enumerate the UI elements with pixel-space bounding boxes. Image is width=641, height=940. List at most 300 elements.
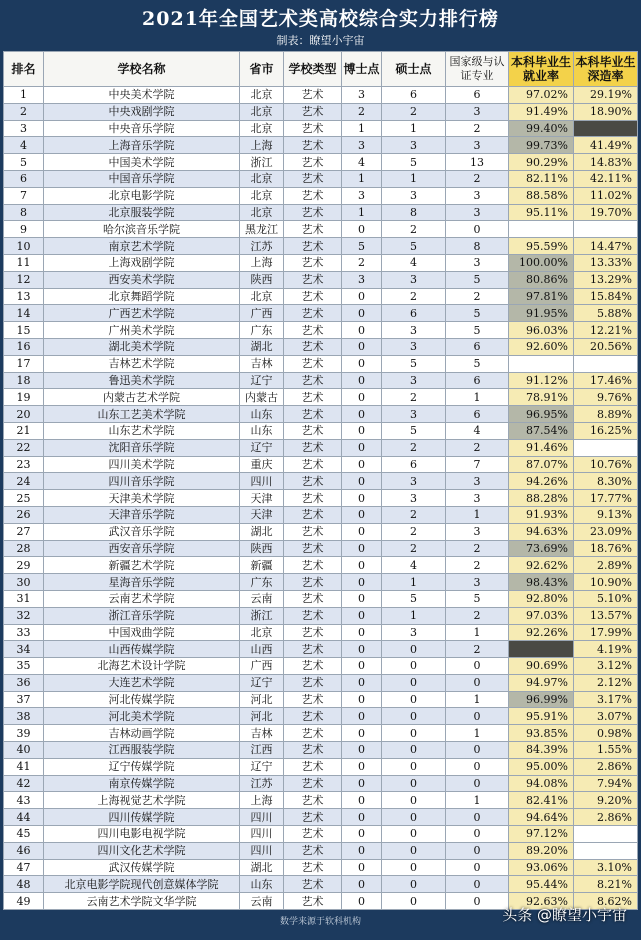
cell-phd: 0 xyxy=(342,221,382,238)
cell-master: 3 xyxy=(382,322,446,339)
table-row xyxy=(4,876,638,893)
cell-type: 艺术 xyxy=(284,523,342,540)
cell-master: 2 xyxy=(382,103,446,120)
cell-type: 艺术 xyxy=(284,792,342,809)
cell-master: 3 xyxy=(382,338,446,355)
source-note: 数学来源于软科机构 xyxy=(279,917,361,927)
cell-employment: 99.40% xyxy=(509,120,574,137)
cell-national: 0 xyxy=(446,842,509,859)
header-master: 硕士点 xyxy=(382,52,446,87)
cell-rank: 46 xyxy=(4,842,44,859)
cell-master: 3 xyxy=(382,137,446,154)
cell-employment xyxy=(509,355,574,372)
cell-further-study: 5.88% xyxy=(574,305,638,322)
cell-further-study xyxy=(574,120,638,137)
cell-rank: 42 xyxy=(4,775,44,792)
cell-national: 0 xyxy=(446,893,509,910)
cell-national: 0 xyxy=(446,876,509,893)
cell-national: 0 xyxy=(446,859,509,876)
cell-rank: 3 xyxy=(4,120,44,137)
cell-master: 2 xyxy=(382,389,446,406)
cell-province: 云南 xyxy=(240,893,284,910)
cell-province: 北京 xyxy=(240,624,284,641)
cell-further-study: 0.98% xyxy=(574,725,638,742)
cell-employment: 91.93% xyxy=(509,506,574,523)
cell-rank: 10 xyxy=(4,238,44,255)
cell-further-study xyxy=(574,826,638,843)
cell-master: 0 xyxy=(382,641,446,658)
cell-national: 2 xyxy=(446,557,509,574)
cell-school: 沈阳音乐学院 xyxy=(44,439,240,456)
cell-phd: 0 xyxy=(342,725,382,742)
cell-national: 0 xyxy=(446,221,509,238)
cell-rank: 11 xyxy=(4,254,44,271)
cell-school: 河北美术学院 xyxy=(44,708,240,725)
cell-further-study: 8.62% xyxy=(574,893,638,910)
cell-rank: 1 xyxy=(4,87,44,104)
cell-master: 5 xyxy=(382,590,446,607)
cell-further-study: 3.17% xyxy=(574,691,638,708)
cell-master: 1 xyxy=(382,170,446,187)
table-row xyxy=(4,406,638,423)
table-row xyxy=(4,238,638,255)
cell-rank: 18 xyxy=(4,372,44,389)
cell-employment: 92.63% xyxy=(509,893,574,910)
cell-national: 0 xyxy=(446,809,509,826)
cell-master: 0 xyxy=(382,893,446,910)
cell-further-study: 13.29% xyxy=(574,271,638,288)
cell-type: 艺术 xyxy=(284,355,342,372)
cell-school: 南京传媒学院 xyxy=(44,775,240,792)
cell-phd: 0 xyxy=(342,775,382,792)
cell-employment: 95.91% xyxy=(509,708,574,725)
cell-employment: 89.20% xyxy=(509,842,574,859)
cell-national: 0 xyxy=(446,758,509,775)
cell-phd: 0 xyxy=(342,372,382,389)
cell-province: 上海 xyxy=(240,254,284,271)
cell-further-study: 9.76% xyxy=(574,389,638,406)
table-row xyxy=(4,792,638,809)
cell-national: 2 xyxy=(446,641,509,658)
cell-school: 上海视觉艺术学院 xyxy=(44,792,240,809)
cell-school: 浙江音乐学院 xyxy=(44,607,240,624)
cell-phd: 3 xyxy=(342,87,382,104)
table-row xyxy=(4,809,638,826)
table-row xyxy=(4,674,638,691)
cell-further-study: 2.89% xyxy=(574,557,638,574)
cell-master: 1 xyxy=(382,574,446,591)
cell-master: 6 xyxy=(382,87,446,104)
cell-province: 辽宁 xyxy=(240,674,284,691)
cell-type: 艺术 xyxy=(284,103,342,120)
cell-province: 河北 xyxy=(240,691,284,708)
cell-national: 6 xyxy=(446,372,509,389)
cell-rank: 2 xyxy=(4,103,44,120)
cell-master: 5 xyxy=(382,238,446,255)
cell-rank: 38 xyxy=(4,708,44,725)
cell-school: 中国音乐学院 xyxy=(44,170,240,187)
cell-phd: 2 xyxy=(342,254,382,271)
cell-province: 北京 xyxy=(240,288,284,305)
cell-employment: 95.44% xyxy=(509,876,574,893)
cell-rank: 12 xyxy=(4,271,44,288)
cell-province: 山西 xyxy=(240,641,284,658)
cell-employment: 94.26% xyxy=(509,473,574,490)
cell-province: 吉林 xyxy=(240,355,284,372)
cell-province: 四川 xyxy=(240,842,284,859)
cell-further-study: 7.94% xyxy=(574,775,638,792)
cell-employment: 98.43% xyxy=(509,574,574,591)
cell-further-study xyxy=(574,842,638,859)
cell-type: 艺术 xyxy=(284,540,342,557)
cell-further-study: 13.33% xyxy=(574,254,638,271)
cell-national: 2 xyxy=(446,607,509,624)
cell-rank: 25 xyxy=(4,490,44,507)
cell-phd: 1 xyxy=(342,170,382,187)
cell-employment: 99.73% xyxy=(509,137,574,154)
cell-national: 1 xyxy=(446,389,509,406)
cell-province: 广西 xyxy=(240,658,284,675)
cell-type: 艺术 xyxy=(284,641,342,658)
cell-employment: 88.58% xyxy=(509,187,574,204)
cell-further-study: 17.46% xyxy=(574,372,638,389)
cell-phd: 0 xyxy=(342,557,382,574)
cell-rank: 28 xyxy=(4,540,44,557)
table-row xyxy=(4,187,638,204)
header-type: 学校类型 xyxy=(284,52,342,87)
cell-phd: 1 xyxy=(342,204,382,221)
cell-school: 四川电影电视学院 xyxy=(44,826,240,843)
cell-province: 四川 xyxy=(240,473,284,490)
table-row xyxy=(4,170,638,187)
cell-school: 四川传媒学院 xyxy=(44,809,240,826)
table-row xyxy=(4,607,638,624)
cell-national: 13 xyxy=(446,154,509,171)
table-row xyxy=(4,87,638,104)
cell-rank: 29 xyxy=(4,557,44,574)
cell-school: 吉林艺术学院 xyxy=(44,355,240,372)
cell-national: 3 xyxy=(446,574,509,591)
cell-type: 艺术 xyxy=(284,154,342,171)
cell-rank: 21 xyxy=(4,422,44,439)
cell-type: 艺术 xyxy=(284,758,342,775)
cell-employment: 88.28% xyxy=(509,490,574,507)
cell-master: 0 xyxy=(382,658,446,675)
cell-type: 艺术 xyxy=(284,658,342,675)
cell-school: 四川美术学院 xyxy=(44,456,240,473)
table-row xyxy=(4,338,638,355)
cell-further-study: 9.20% xyxy=(574,792,638,809)
cell-national: 5 xyxy=(446,322,509,339)
cell-type: 艺术 xyxy=(284,271,342,288)
table-row xyxy=(4,439,638,456)
cell-further-study: 2.12% xyxy=(574,674,638,691)
cell-employment: 92.60% xyxy=(509,338,574,355)
cell-school: 中央音乐学院 xyxy=(44,120,240,137)
cell-school: 江西服装学院 xyxy=(44,742,240,759)
table-row xyxy=(4,137,638,154)
cell-school: 鲁迅美术学院 xyxy=(44,372,240,389)
cell-province: 上海 xyxy=(240,137,284,154)
cell-province: 山东 xyxy=(240,876,284,893)
cell-employment: 95.11% xyxy=(509,204,574,221)
cell-further-study: 18.90% xyxy=(574,103,638,120)
cell-master: 1 xyxy=(382,607,446,624)
cell-rank: 40 xyxy=(4,742,44,759)
cell-further-study xyxy=(574,221,638,238)
table-row xyxy=(4,708,638,725)
cell-national: 1 xyxy=(446,725,509,742)
cell-type: 艺术 xyxy=(284,254,342,271)
cell-school: 四川文化艺术学院 xyxy=(44,842,240,859)
cell-national: 3 xyxy=(446,254,509,271)
cell-national: 2 xyxy=(446,540,509,557)
cell-phd: 0 xyxy=(342,842,382,859)
cell-province: 陕西 xyxy=(240,271,284,288)
cell-school: 中央美术学院 xyxy=(44,87,240,104)
cell-school: 中国美术学院 xyxy=(44,154,240,171)
cell-master: 0 xyxy=(382,876,446,893)
cell-rank: 9 xyxy=(4,221,44,238)
table-row xyxy=(4,658,638,675)
cell-rank: 7 xyxy=(4,187,44,204)
cell-type: 艺术 xyxy=(284,137,342,154)
cell-rank: 48 xyxy=(4,876,44,893)
cell-further-study: 15.84% xyxy=(574,288,638,305)
cell-rank: 23 xyxy=(4,456,44,473)
cell-national: 0 xyxy=(446,674,509,691)
table-row xyxy=(4,490,638,507)
cell-province: 山东 xyxy=(240,406,284,423)
cell-phd: 0 xyxy=(342,809,382,826)
cell-type: 艺术 xyxy=(284,221,342,238)
header-national: 国家级与认证专业 xyxy=(446,52,509,87)
cell-employment: 91.46% xyxy=(509,439,574,456)
cell-rank: 16 xyxy=(4,338,44,355)
table-row xyxy=(4,288,638,305)
watermark: 头条 @瞭望小宇宙 xyxy=(502,906,627,924)
cell-phd: 5 xyxy=(342,238,382,255)
cell-province: 江苏 xyxy=(240,775,284,792)
cell-employment: 91.95% xyxy=(509,305,574,322)
cell-further-study xyxy=(574,355,638,372)
cell-national: 2 xyxy=(446,439,509,456)
cell-further-study: 17.99% xyxy=(574,624,638,641)
cell-phd: 0 xyxy=(342,389,382,406)
cell-school: 北京电影学院 xyxy=(44,187,240,204)
cell-national: 3 xyxy=(446,473,509,490)
cell-type: 艺术 xyxy=(284,708,342,725)
cell-type: 艺术 xyxy=(284,120,342,137)
cell-national: 5 xyxy=(446,590,509,607)
cell-master: 3 xyxy=(382,372,446,389)
cell-province: 重庆 xyxy=(240,456,284,473)
cell-employment: 95.00% xyxy=(509,758,574,775)
cell-national: 6 xyxy=(446,406,509,423)
table-row xyxy=(4,574,638,591)
cell-type: 艺术 xyxy=(284,87,342,104)
cell-rank: 32 xyxy=(4,607,44,624)
cell-phd: 0 xyxy=(342,305,382,322)
cell-further-study: 16.25% xyxy=(574,422,638,439)
cell-master: 2 xyxy=(382,506,446,523)
cell-master: 2 xyxy=(382,540,446,557)
cell-employment: 94.08% xyxy=(509,775,574,792)
cell-type: 艺术 xyxy=(284,238,342,255)
cell-employment: 73.69% xyxy=(509,540,574,557)
cell-phd: 0 xyxy=(342,473,382,490)
cell-phd: 0 xyxy=(342,540,382,557)
cell-further-study: 8.30% xyxy=(574,473,638,490)
cell-national: 3 xyxy=(446,103,509,120)
cell-phd: 0 xyxy=(342,439,382,456)
cell-province: 浙江 xyxy=(240,154,284,171)
cell-type: 艺术 xyxy=(284,338,342,355)
cell-school: 广西艺术学院 xyxy=(44,305,240,322)
cell-national: 0 xyxy=(446,708,509,725)
table-row xyxy=(4,742,638,759)
cell-employment: 97.81% xyxy=(509,288,574,305)
cell-province: 内蒙古 xyxy=(240,389,284,406)
table-row xyxy=(4,859,638,876)
header-province: 省市 xyxy=(240,52,284,87)
cell-employment: 94.63% xyxy=(509,523,574,540)
cell-national: 4 xyxy=(446,422,509,439)
cell-further-study: 17.77% xyxy=(574,490,638,507)
cell-province: 黑龙江 xyxy=(240,221,284,238)
table-row xyxy=(4,590,638,607)
cell-national: 3 xyxy=(446,187,509,204)
table-row xyxy=(4,355,638,372)
table-row xyxy=(4,523,638,540)
cell-type: 艺术 xyxy=(284,322,342,339)
cell-employment: 84.39% xyxy=(509,742,574,759)
cell-master: 4 xyxy=(382,557,446,574)
table-row xyxy=(4,372,638,389)
cell-master: 0 xyxy=(382,859,446,876)
cell-phd: 0 xyxy=(342,523,382,540)
header-employment: 本科毕业生就业率 xyxy=(509,52,574,87)
cell-employment: 92.80% xyxy=(509,590,574,607)
cell-province: 湖北 xyxy=(240,338,284,355)
cell-national: 5 xyxy=(446,305,509,322)
cell-employment: 94.97% xyxy=(509,674,574,691)
table-row xyxy=(4,557,638,574)
cell-province: 云南 xyxy=(240,590,284,607)
cell-school: 四川音乐学院 xyxy=(44,473,240,490)
cell-province: 北京 xyxy=(240,187,284,204)
table-row xyxy=(4,322,638,339)
cell-master: 0 xyxy=(382,758,446,775)
cell-phd: 0 xyxy=(342,859,382,876)
cell-phd: 0 xyxy=(342,641,382,658)
cell-employment: 90.29% xyxy=(509,154,574,171)
cell-phd: 2 xyxy=(342,103,382,120)
cell-rank: 14 xyxy=(4,305,44,322)
cell-master: 0 xyxy=(382,792,446,809)
cell-type: 艺术 xyxy=(284,406,342,423)
table-row xyxy=(4,120,638,137)
table-row xyxy=(4,842,638,859)
cell-province: 广东 xyxy=(240,322,284,339)
cell-master: 2 xyxy=(382,523,446,540)
cell-employment: 80.86% xyxy=(509,271,574,288)
cell-employment: 96.95% xyxy=(509,406,574,423)
cell-school: 河北传媒学院 xyxy=(44,691,240,708)
cell-type: 艺术 xyxy=(284,187,342,204)
cell-type: 艺术 xyxy=(284,826,342,843)
cell-school: 哈尔滨音乐学院 xyxy=(44,221,240,238)
table-row xyxy=(4,641,638,658)
cell-school: 山东工艺美术学院 xyxy=(44,406,240,423)
cell-national: 3 xyxy=(446,204,509,221)
cell-further-study: 10.76% xyxy=(574,456,638,473)
cell-school: 湖北美术学院 xyxy=(44,338,240,355)
table-row xyxy=(4,725,638,742)
cell-school: 云南艺术学院文华学院 xyxy=(44,893,240,910)
cell-further-study xyxy=(574,439,638,456)
cell-school: 大连艺术学院 xyxy=(44,674,240,691)
cell-rank: 15 xyxy=(4,322,44,339)
ranking-table xyxy=(3,51,638,910)
cell-school: 云南艺术学院 xyxy=(44,590,240,607)
cell-master: 0 xyxy=(382,809,446,826)
cell-employment: 97.02% xyxy=(509,87,574,104)
cell-phd: 0 xyxy=(342,708,382,725)
cell-further-study: 29.19% xyxy=(574,87,638,104)
cell-type: 艺术 xyxy=(284,742,342,759)
cell-phd: 0 xyxy=(342,406,382,423)
cell-province: 四川 xyxy=(240,826,284,843)
cell-rank: 47 xyxy=(4,859,44,876)
cell-phd: 3 xyxy=(342,187,382,204)
cell-phd: 3 xyxy=(342,137,382,154)
cell-employment: 93.06% xyxy=(509,859,574,876)
header-school: 学校名称 xyxy=(44,52,240,87)
cell-phd: 0 xyxy=(342,658,382,675)
cell-rank: 34 xyxy=(4,641,44,658)
cell-type: 艺术 xyxy=(284,876,342,893)
cell-school: 武汉传媒学院 xyxy=(44,859,240,876)
cell-employment: 82.11% xyxy=(509,170,574,187)
table-row xyxy=(4,456,638,473)
cell-province: 天津 xyxy=(240,506,284,523)
cell-school: 上海戏剧学院 xyxy=(44,254,240,271)
cell-school: 山西传媒学院 xyxy=(44,641,240,658)
table-row xyxy=(4,826,638,843)
table-row xyxy=(4,154,638,171)
cell-rank: 5 xyxy=(4,154,44,171)
cell-province: 江西 xyxy=(240,742,284,759)
cell-employment: 100.00% xyxy=(509,254,574,271)
table-row xyxy=(4,422,638,439)
cell-province: 浙江 xyxy=(240,607,284,624)
cell-master: 2 xyxy=(382,288,446,305)
cell-rank: 36 xyxy=(4,674,44,691)
cell-province: 湖北 xyxy=(240,523,284,540)
cell-phd: 0 xyxy=(342,355,382,372)
cell-further-study: 3.10% xyxy=(574,859,638,876)
cell-phd: 0 xyxy=(342,607,382,624)
cell-rank: 6 xyxy=(4,170,44,187)
table-row xyxy=(4,305,638,322)
cell-type: 艺术 xyxy=(284,288,342,305)
cell-employment: 91.49% xyxy=(509,103,574,120)
cell-type: 艺术 xyxy=(284,372,342,389)
cell-rank: 13 xyxy=(4,288,44,305)
cell-master: 8 xyxy=(382,204,446,221)
cell-rank: 44 xyxy=(4,809,44,826)
